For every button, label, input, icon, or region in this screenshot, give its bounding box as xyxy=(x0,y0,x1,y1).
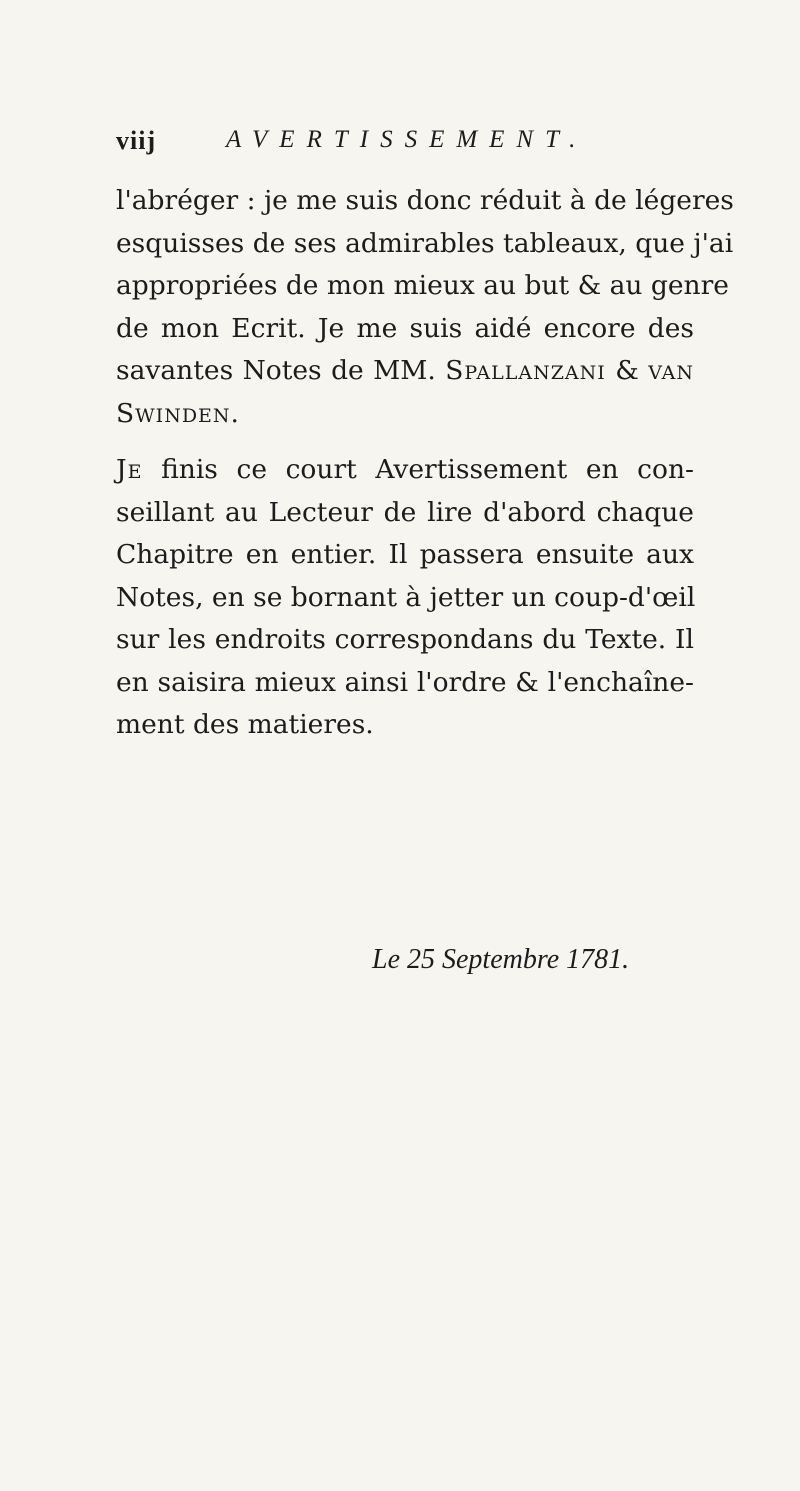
period: . xyxy=(230,397,239,429)
text-line: seillant au Lecteur de lire d'abord chaque xyxy=(116,496,694,528)
text-line: Notes, en se bornant à jetter un coup-d'œil xyxy=(116,581,696,613)
text-line: ment des matieres. xyxy=(116,709,374,740)
date-signature: Le 25 Septembre 1781. xyxy=(372,944,630,975)
text-line: appropriées de mon mieux au but & au genre xyxy=(116,270,729,301)
running-head: AVERTISSEMENT. xyxy=(226,126,588,153)
page-header xyxy=(116,126,676,166)
text-line xyxy=(116,393,694,436)
text-line: sur les endroits correspondans du Texte. Il xyxy=(116,624,694,655)
text-line: l'abréger : je me suis donc réduit à de légeres xyxy=(116,185,734,216)
paragraph-2 xyxy=(116,449,694,747)
text-run: savantes Notes de MM. xyxy=(116,355,446,386)
text-line: de mon Ecrit. Je me suis aidé encore des xyxy=(116,312,694,344)
page-number: viij xyxy=(116,126,157,155)
author-name-swinden: Swinden xyxy=(116,397,231,429)
text-line: Chapitre en entier. Il passera ensuite aux xyxy=(116,539,694,570)
text-line xyxy=(116,449,694,492)
author-name-spallanzani: Spallanzani xyxy=(445,355,606,386)
connector-text: & xyxy=(605,355,649,386)
paragraph-1 xyxy=(116,180,734,435)
text-line: esquisses de ses admirables tableaux, que j'ai xyxy=(116,227,734,259)
text-line xyxy=(116,350,694,393)
text-line: en saisira mieux ainsi l'ordre & l'enchaîne- xyxy=(116,666,694,698)
text-run: finis ce court Avertissement en con- xyxy=(142,454,694,485)
lead-word: Je xyxy=(116,454,143,485)
name-particle: van xyxy=(648,355,694,386)
